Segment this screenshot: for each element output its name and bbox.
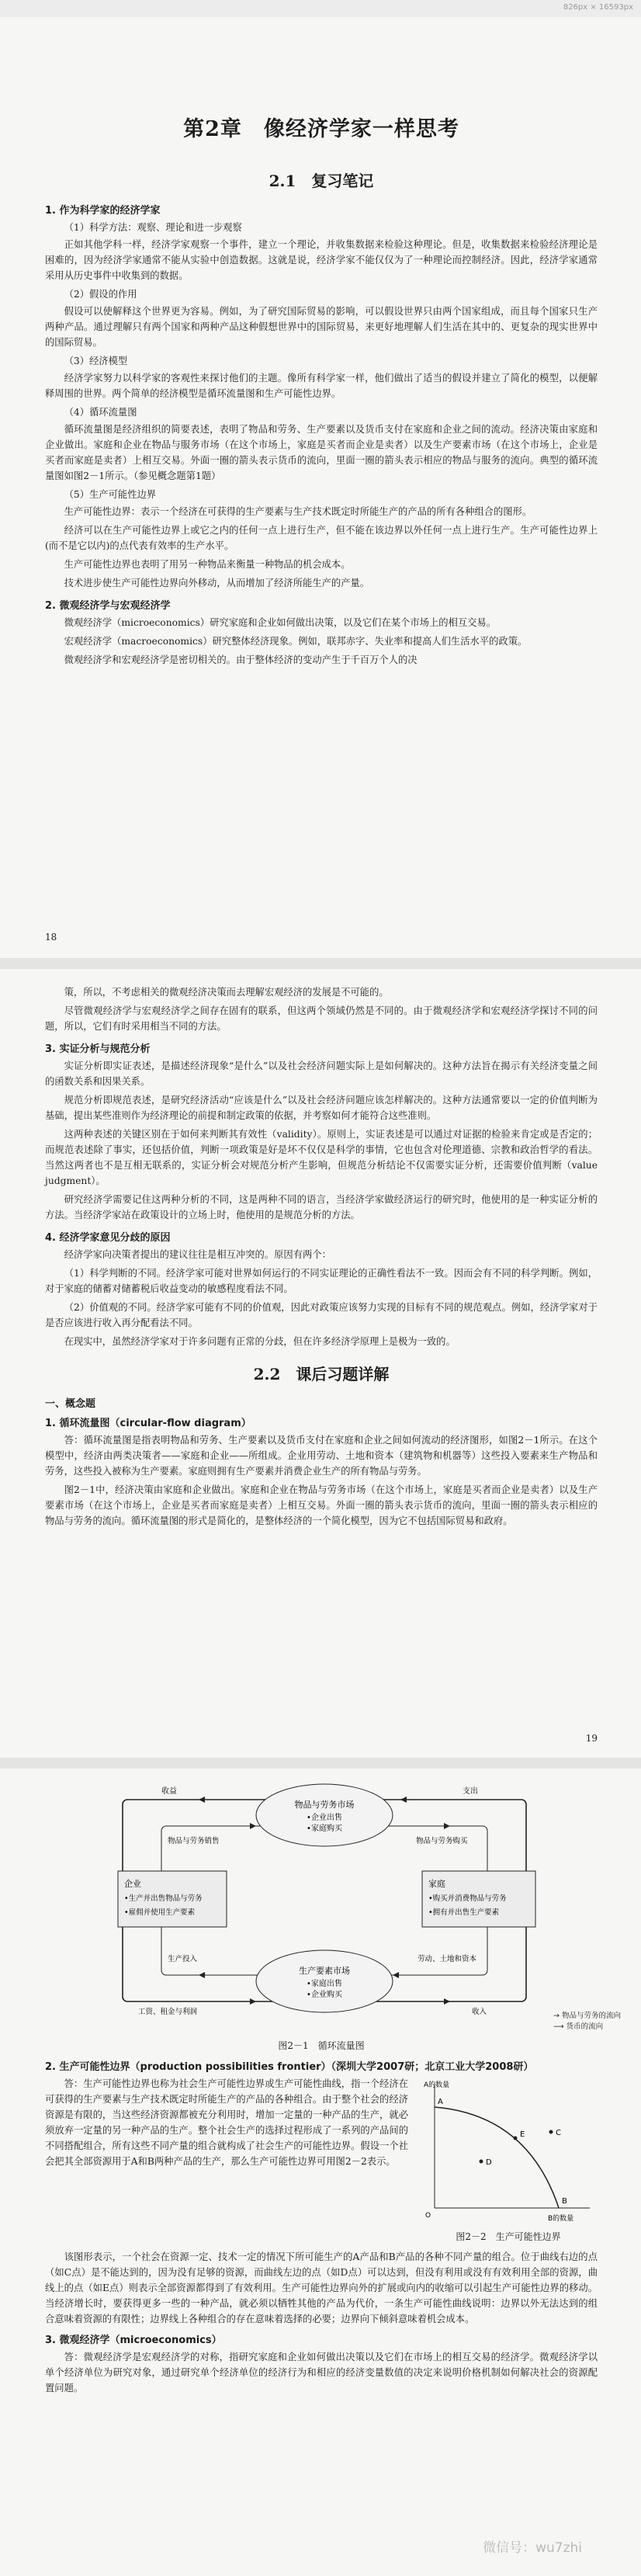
figure-caption: 图2－1 循环流量图 bbox=[278, 2040, 365, 2051]
households-title: 家庭 bbox=[428, 1879, 445, 1889]
answer-paragraph: 答：循环流量图是指表明物品和劳务、生产要素以及货币支付在家庭和企业之间如何流动的经济图形，如图2－1所示。在这个模型中，经济由两类决策者——家庭和企业——所组成。企业用劳动、土地和资本（建筑物和机器等）这些投入要素来生产物品和劳务，这些投入被称为生产要素。家庭则拥有生产要素并消费企业生产的所有物品与劳务。 bbox=[45, 1435, 598, 1477]
page-number: 19 bbox=[585, 1733, 598, 1744]
paragraph: 经济可以在生产可能性边界上或它之内的任何一点上进行生产，但不能在该边界以外任何一点上进行生产。生产可能性边界上(而不是它以内)的点代表有效率的生产水平。 bbox=[45, 525, 598, 551]
market-factors-title: 生产要素市场 bbox=[299, 1966, 350, 1976]
ppf-figure bbox=[419, 2076, 598, 2249]
households-line: •购买并消费物品与劳务 bbox=[428, 1894, 507, 1903]
heading-disagreement: 4. 经济学家意见分歧的原因 bbox=[45, 1232, 171, 1244]
point-c bbox=[549, 2130, 553, 2134]
question-ppf: 2. 生产可能性边界（production possibilities frontier）（深圳大学2007研；北京工业大学2008研） bbox=[45, 2061, 534, 2073]
page-19 bbox=[45, 970, 598, 1755]
point-e bbox=[514, 2137, 518, 2140]
paragraph: 微观经济学和宏观经济学是密切相关的。由于整体经济的变动产生于千百万个人的决 bbox=[64, 654, 418, 665]
heading-concepts: 一、概念题 bbox=[45, 1398, 96, 1410]
ppf-caption: 图2－2 生产可能性边界 bbox=[456, 2231, 561, 2242]
paragraph: 生产可能性边界：表示一个经济在可获得的生产要素与生产技术既定时所能生产的产品的所有各种组合的图形。 bbox=[64, 506, 532, 517]
ppf-text bbox=[45, 2076, 408, 2249]
paragraph: 技术进步使生产可能性边界向外移动，从而增加了经济所能生产的产量。 bbox=[64, 578, 370, 588]
market-goods-title: 物品与劳务市场 bbox=[294, 1800, 355, 1810]
point-d bbox=[480, 2160, 483, 2164]
label-labor: 劳动、土地和资本 bbox=[418, 1955, 477, 1963]
circular-flow-figure bbox=[107, 1778, 621, 2031]
paragraph: 微观经济学（microeconomics）研究家庭和企业如何做出决策，以及它们在某个市场上的相互交易。 bbox=[64, 617, 497, 628]
firms-line: •雇佣并使用生产要素 bbox=[124, 1908, 196, 1917]
market-factors-line: •企业购买 bbox=[307, 1991, 342, 1999]
point-d-label: D bbox=[486, 2158, 492, 2167]
watermark-text: 微信号：wu7zhi bbox=[483, 2540, 582, 2556]
paragraph: （2）价值观的不同。经济学家可能有不同的价值观，因此对政策应该努力实现的目标有不同的规范观点。例如，经济学家对于是否应该进行收入再分配看法不同。 bbox=[45, 1302, 598, 1328]
question-circular-flow: 1. 循环流量图（circular-flow diagram） bbox=[45, 1418, 251, 1429]
legend-goods-label: 物品与劳务的流向 bbox=[561, 2012, 621, 2020]
firms-title: 企业 bbox=[124, 1879, 141, 1889]
paragraph: 规范分析即规范表述，是研究经济活动“应该是什么”以及社会经济问题应该怎样解决的。这种方法通常要以一定的价值判断为基础，提出某些准则作为经济理论的前提和制定政策的依据，并考察如何才能符合这些准则。 bbox=[45, 1095, 598, 1121]
paragraph: 这两种表述的关键区别在于如何来判断其有效性（validity）。原则上，实证表述是可以通过对证据的检验来肯定或是否定的；而规范表述除了事实，还包括价值，判断一项政策是好是坏不仅仅是科学的事情，它也包含对伦理道德、宗教和政治哲学的看法。当然这两者也不是互相无联系的，实证分析会对规范分析产生影响，但规范分析结论不仅需要实证分析，还需要价值判断（value judgment）。 bbox=[45, 1129, 598, 1186]
heading-positive-normative: 3. 实证分析与规范分析 bbox=[45, 1043, 151, 1055]
firms-line: •生产并出售物品与劳务 bbox=[124, 1894, 203, 1903]
paragraph: 研究经济学需要记住这两种分析的不同，这是两种不同的语言，当经济学家做经济运行的研究时，他使用的是一种实证分析的方法。当经济学家站在政策设计的立场上时，他使用的是规范分析的方法。 bbox=[45, 1194, 598, 1220]
paragraph: 生产可能性边界也表明了用另一种物品来衡量一种物品的机会成本。 bbox=[64, 559, 351, 570]
origin-label: O bbox=[425, 2212, 431, 2220]
page-gap bbox=[0, 1758, 641, 1769]
households-line: •拥有并出售生产要素 bbox=[428, 1908, 500, 1917]
label-goods-bought: 物品与劳务购买 bbox=[416, 1837, 468, 1845]
answer-paragraph: 答：生产可能性边界也称为社会生产可能性边界或生产可能性曲线，指一个经济在可获得的生产要素与生产技术既定时所能生产的产品的各种组合。由于整个社会的经济资源是有限的，当这些经济资源都被充分利用时，增加一定量的一种产品的生产，就必须放弃一定量的另一种产品的生产。整个社会生产的选择过程形成了一系列的产品间的不同搭配组合，所有这些不同产量的组合就构成了社会生产的可能性边界。假设一个社会把其全部资源用于A和B两种产品的生产，那么生产可能性边界可用图2－2表示。 bbox=[45, 2078, 408, 2167]
ppf-chart bbox=[419, 2076, 598, 2224]
label-spending: 支出 bbox=[463, 1787, 478, 1796]
paragraph: 尽管微观经济学与宏观经济学之间存在固有的联系，但这两个领域仍然是不同的。由于微观经济学和宏观经济学探讨不同的问题，所以，它们有时采用相当不同的方法。 bbox=[45, 1005, 598, 1032]
point-b-label: B bbox=[562, 2197, 567, 2206]
item-ppf: （5）生产可能性边界 bbox=[64, 489, 157, 500]
label-revenue: 收益 bbox=[161, 1787, 177, 1796]
axis-b-label: B的数量 bbox=[548, 2215, 574, 2223]
market-goods-line: •家庭购买 bbox=[307, 1824, 342, 1833]
page-18 bbox=[45, 85, 598, 956]
axis-a-label: A的数量 bbox=[424, 2081, 450, 2089]
heading-scientist: 1. 作为科学家的经济学家 bbox=[45, 205, 161, 217]
paragraph: （1）科学判断的不同。经济学家可能对世界如何运行的不同实证理论的正确性看法不一致。因而会有不同的科学判断。例如，对于家庭的储蓄对储蓄税后收益变动的敏感程度看法不同。 bbox=[45, 1268, 598, 1294]
answer-paragraph: 图2－1中，经济决策由家庭和企业做出。家庭和企业在物品与劳务市场（在这个市场上，家庭是买者而企业是卖者）以及生产要素市场（在这个市场上，企业是买者而家庭是卖者）上相互交易。外面一圈的箭头表示货币的流向，里面一圈的箭头表示相应的物品与劳务的流向。循环流量图的形式是简化的，是整体经济的一个简化模型，因为它不包括国际贸易和政府。 bbox=[45, 1484, 598, 1526]
ppf-block bbox=[45, 2076, 598, 2249]
paragraph: 经济学家向决策者提出的建议往往是相互冲突的。原因有两个： bbox=[64, 1249, 331, 1260]
page-number: 18 bbox=[45, 932, 57, 943]
image-size-label: 826px × 16593px bbox=[563, 3, 633, 12]
answer-paragraph: 该图形表示，一个社会在资源一定、技术一定的情况下所可能生产的A产品和B产品的各种不同产量的组合。位于曲线右边的点（如C点）是不能达到的，因为没有足够的资源，而曲线左边的点（如D点）可以达到，但没有利用或没有有效利用全部的资源，曲线上的点（如E点）则表示全部资源都得到了有效利用。生产可能性边界向外的扩展或向内的收缩可以引起生产可能性边界的移动。当经济增长时，要获得更多一些的一种产品，就必须以牺牲其他的产品为代价，一条生产可能性曲线说明：边界以外无法达到的组合意味着资源的有限性；边界线上各种组合的存在意味着选择的必要；边界向下倾斜意味着机会成本。 bbox=[45, 2251, 598, 2324]
paragraph: 正如其他学科一样，经济学家观察一个事件，建立一个理论，并收集数据来检验这种理论。但是，收集数据来检验经济理论是困难的，因为经济学家通常不能从实验中创造数据。这就是说，经济学家不能仅仅为了一种理论而控制经济。因此，经济学家通常采用从历史事件中收集到的数据。 bbox=[45, 239, 598, 281]
legend-money-label: 货币的流向 bbox=[566, 2022, 604, 2031]
label-wages: 工资、租金与利润 bbox=[138, 2008, 198, 2016]
question-micro: 3. 微观经济学（microeconomics） bbox=[45, 2335, 222, 2346]
section-title-2-1: 2.1 复习笔记 bbox=[269, 172, 374, 190]
legend-money: ⟶ 货币的流向 bbox=[553, 2022, 604, 2031]
chapter-title: 第2章 像经济学家一样思考 bbox=[183, 117, 459, 141]
answer-paragraph: 答：微观经济学是宏观经济学的对称，指研究家庭和企业如何做出决策以及它们在市场上的相互交易的经济学。微观经济学以单个经济单位为研究对象，通过研究单个经济单位的经济行为和相应的经济变量数值的决定来说明价格机制如何解决社会的资源配置问题。 bbox=[45, 2352, 598, 2394]
paragraph: 策，所以，不考虑相关的微观经济决策而去理解宏观经济的发展是不可能的。 bbox=[64, 987, 389, 998]
label-income: 收入 bbox=[472, 2008, 487, 2016]
viewer-bar bbox=[0, 0, 641, 17]
item-assumptions: （2）假设的作用 bbox=[64, 289, 137, 300]
paragraph: 假设可以使解释这个世界更为容易。例如，为了研究国际贸易的影响，可以假设世界只由两个国家组成，而且每个国家只生产两种产品。通过理解只有两个国家和两种产品这种假想世界中的国际贸易，来更好地理解人们生活在其中的、更复杂的现实世界中的国际贸易。 bbox=[45, 306, 598, 348]
paragraph: 经济学家努力以科学家的客观性来探讨他们的主题。像所有科学家一样，他们做出了适当的假设并建立了简化的模型，以便解释周围的世界。两个简单的经济模型是循环流量图和生产可能性边界。 bbox=[45, 373, 598, 399]
point-a-label: A bbox=[438, 2098, 443, 2106]
label-inputs: 生产投入 bbox=[168, 1955, 198, 1963]
market-factors-line: •家庭出售 bbox=[307, 1980, 342, 1988]
point-e-label: E bbox=[520, 2130, 525, 2139]
section-title-2-2: 2.2 课后习题详解 bbox=[253, 1365, 390, 1383]
paragraph: 宏观经济学（macroeconomics）研究整体经济现象。例如，联邦赤字、失业率和提高人们生活水平的政策。 bbox=[64, 636, 528, 647]
item-models: （3）经济模型 bbox=[64, 356, 128, 366]
point-c-label: C bbox=[556, 2129, 561, 2137]
paragraph: 循环流量图是经济组织的简要表述，表明了物品和劳务、生产要素以及货币支付在家庭和企业之间的流动。经济决策由家庭和企业做出。家庭和企业在物品与服务市场（在这个市场上，家庭是买者而企业是卖者）以及生产要素市场（在这个市场上，企业是买者而家庭是卖者）上相互交易。外面一圈的箭头表示货币的流向，里面一圈的箭头表示相应的物品与服务的流向。典型的循环流量图如图2－1所示。（参见概念题第1题） bbox=[45, 424, 598, 481]
ppf-curve bbox=[435, 2107, 559, 2208]
item-circular-flow: （4）循环流量图 bbox=[64, 407, 137, 418]
heading-micro-macro: 2. 微观经济学与宏观经济学 bbox=[45, 600, 171, 612]
page-gap bbox=[0, 958, 641, 969]
label-goods-sold: 物品与劳务销售 bbox=[168, 1837, 220, 1845]
market-goods-line: •企业出售 bbox=[307, 1814, 342, 1822]
item-scientific-method: （1）科学方法：观察、理论和进一步观察 bbox=[64, 222, 242, 233]
paragraph: 在现实中，虽然经济学家对于许多问题有正常的分歧，但在许多经济学原理上是极为一致的。 bbox=[64, 1336, 456, 1347]
figure-legend bbox=[553, 2011, 621, 2033]
circular-flow-diagram bbox=[107, 1778, 542, 2019]
legend-goods: → 物品与劳务的流向 bbox=[553, 2012, 621, 2020]
page-20 bbox=[45, 1770, 621, 2570]
paragraph: 实证分析即实证表述，是描述经济现象“是什么”以及社会经济问题实际上是如何解决的。这种方法旨在揭示有关经济变量之间的函数关系和因果关系。 bbox=[45, 1061, 598, 1087]
